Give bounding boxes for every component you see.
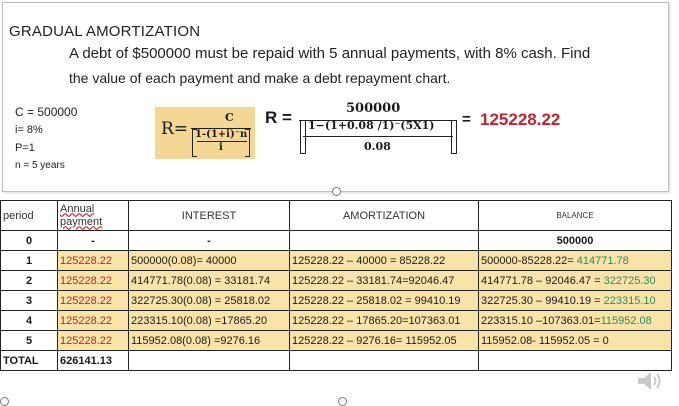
- period-cell: 0: [1, 231, 58, 251]
- interest-cell: 223315.10(0.08) =17865.20: [129, 311, 290, 331]
- payment-cell: 125228.22: [58, 331, 129, 351]
- given-interest-rate: i= 8%: [15, 124, 43, 136]
- total-label: TOTAL: [1, 351, 58, 371]
- amortization-table: [0, 200, 672, 371]
- header-annual-payment-line2: payment: [60, 215, 103, 228]
- table-row: [1, 231, 672, 251]
- balance-calculation: 322725.30 – 99410.19 =: [481, 294, 604, 307]
- formula-numerator: C: [225, 111, 234, 124]
- balance-value: 500000: [556, 234, 594, 247]
- substituted-denominator: 1−(1+0.08 /1)⁻(5X1): [308, 119, 435, 132]
- given-years: n = 5 years: [15, 160, 65, 171]
- total-amortization-cell: [290, 351, 479, 371]
- formula-denominator: 1-(1+i)⁻n: [195, 129, 248, 140]
- interest-cell: -: [129, 231, 290, 251]
- payment-cell: 125228.22: [58, 251, 129, 271]
- header-interest: INTEREST: [129, 201, 290, 231]
- payment-cell: 125228.22: [58, 291, 129, 311]
- total-row: [1, 351, 672, 371]
- amortization-cell: 125228.22 – 9276.16= 115952.05: [290, 331, 479, 351]
- balance-value: 414771.78: [576, 254, 629, 267]
- given-capital: C = 500000: [15, 105, 78, 119]
- total-interest-cell: [129, 351, 290, 371]
- balance-calculation: 414771.78 – 92046.47 =: [481, 274, 604, 287]
- substituted-numerator: 500000: [346, 101, 401, 116]
- table-row: [1, 291, 672, 311]
- table-row: [1, 311, 672, 331]
- page-title: GRADUAL AMORTIZATION: [9, 23, 201, 40]
- period-cell: 5: [1, 331, 58, 351]
- amortization-cell: 125228.22 – 33181.74=92046.47: [290, 271, 479, 291]
- resize-handle[interactable]: [332, 187, 341, 196]
- substituted-rate: 0.08: [364, 140, 391, 153]
- period-cell: 1: [1, 251, 58, 271]
- right-bracket: [245, 129, 250, 157]
- fraction-bar: [303, 136, 453, 137]
- period-cell: 2: [1, 271, 58, 291]
- table-row: [1, 251, 672, 271]
- payment-cell: -: [58, 231, 129, 251]
- formula-r-label: R=: [161, 119, 189, 139]
- table-header-row: [1, 201, 672, 231]
- period-cell: 4: [1, 311, 58, 331]
- table-row: [1, 271, 672, 291]
- given-periods-per-year: P=1: [15, 142, 35, 154]
- payment-cell: 125228.22: [58, 311, 129, 331]
- substituted-r-label: R =: [265, 108, 292, 127]
- balance-cell: [479, 251, 672, 271]
- header-balance: BALANCE: [479, 201, 672, 231]
- interest-cell: 322725.30(0.08) = 25818.02: [129, 291, 290, 311]
- left-bracket: [300, 120, 306, 154]
- header-amortization: AMORTIZATION: [290, 201, 479, 231]
- payment-cell: 125228.22: [58, 271, 129, 291]
- problem-statement-line1: A debt of $500000 must be repaid with 5 annual payments, with 8% cash. Find: [69, 45, 591, 62]
- amortization-cell: [290, 231, 479, 251]
- balance-cell: [479, 231, 672, 251]
- right-bracket: [451, 120, 457, 154]
- period-cell: 3: [1, 291, 58, 311]
- total-payment: 626141.13: [58, 351, 129, 371]
- header-period: period: [1, 201, 58, 231]
- balance-value: 322725.30: [603, 274, 656, 287]
- header-annual-payment-line1: Annual: [60, 202, 95, 215]
- amortization-cell: 125228.22 – 40000 = 85228.22: [290, 251, 479, 271]
- balance-value: 0: [602, 334, 609, 347]
- problem-card: [2, 2, 669, 192]
- speaker-icon[interactable]: [636, 370, 664, 392]
- general-formula: [155, 107, 255, 159]
- table-row: [1, 331, 672, 351]
- balance-cell: [479, 331, 672, 351]
- balance-cell: [479, 291, 672, 311]
- balance-cell: [479, 271, 672, 291]
- balance-value: 223315.10: [603, 294, 656, 307]
- total-balance-cell: [479, 351, 672, 371]
- payment-result: 125228.22: [480, 110, 561, 129]
- balance-cell: [479, 311, 672, 331]
- formula-rate: i: [219, 142, 223, 153]
- interest-cell: 115952.08(0.08) =9276.16: [129, 331, 290, 351]
- balance-value: 115952.08: [600, 314, 652, 327]
- interest-cell: 414771.78(0.08) = 33181.74: [129, 271, 290, 291]
- amortization-cell: 125228.22 – 17865.20=107363.01: [290, 311, 479, 331]
- header-annual-payment: [58, 201, 129, 231]
- amortization-cell: 125228.22 – 25818.02 = 99410.19: [290, 291, 479, 311]
- balance-calculation: 223315.10 –107363.01=: [481, 314, 601, 327]
- problem-statement-line2: the value of each payment and make a debt repayment chart.: [69, 70, 451, 86]
- interest-cell: 500000(0.08)= 40000: [129, 251, 290, 271]
- balance-calculation: 500000-85228.22=: [481, 254, 577, 267]
- equals-sign: =: [462, 111, 471, 128]
- balance-calculation: 115952.08- 115952.05 =: [481, 334, 603, 347]
